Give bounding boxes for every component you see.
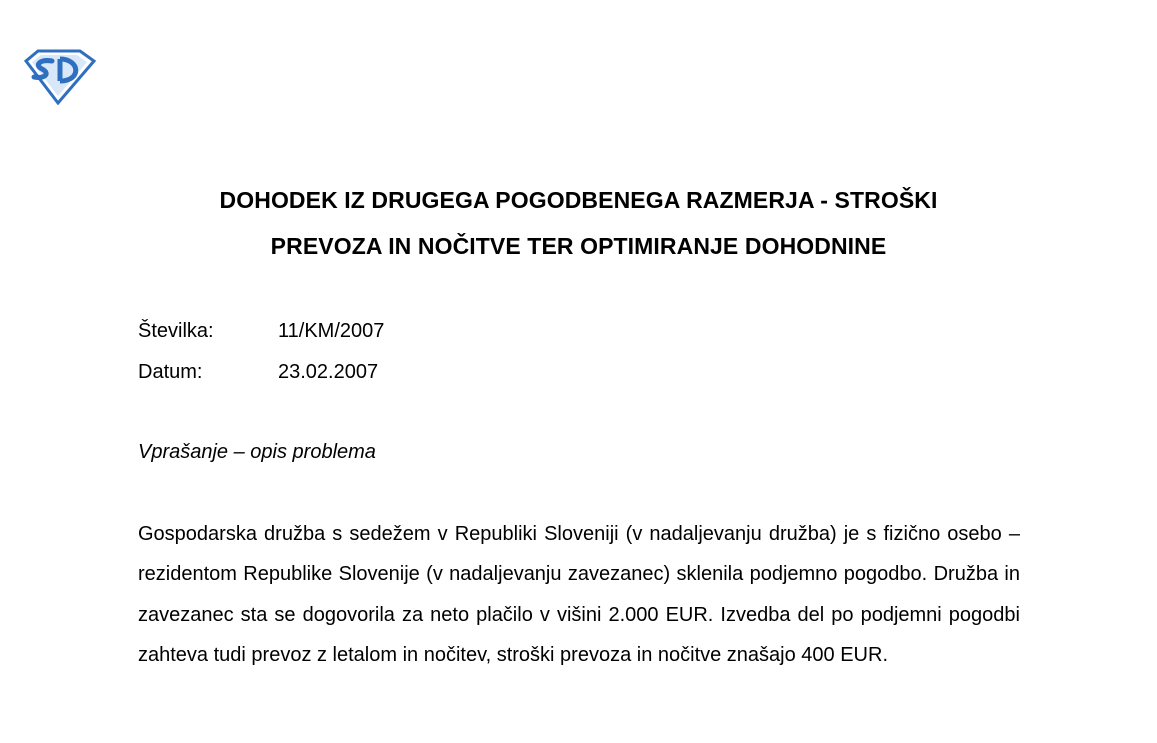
company-logo bbox=[22, 47, 96, 105]
document-title-line-1: DOHODEK IZ DRUGEGA POGODBENEGA RAZMERJA - STROŠKI bbox=[219, 187, 938, 213]
body-paragraph: Gospodarska družba s sedežem v Republiki Sloveniji (v nadaljevanju družba) je s fizično osebo – rezidentom Republike Slovenije (v nadaljevanju zavezanec) sklenila podjemno pogodbo. Družba in zavezanec sta se dogovorila za neto plačilo v višini 2.000 EUR. Izvedba del po podjemni pogodbi zahteva tudi prevoz z letalom in nočitev, stroški prevoza in nočitve znašajo 400 EUR. bbox=[138, 523, 1020, 666]
document-date-label: Datum: bbox=[138, 361, 203, 383]
sd-logo-icon bbox=[22, 47, 96, 105]
document-number-label: Številka: bbox=[138, 320, 214, 342]
section-heading: Vprašanje – opis problema bbox=[138, 441, 376, 463]
document-number-row bbox=[138, 320, 384, 343]
document-date-value: 23.02.2007 bbox=[278, 361, 379, 383]
document-number-value: 11/KM/2007 bbox=[278, 320, 385, 342]
document-title-line-2: PREVOZA IN NOČITVE TER OPTIMIRANJE DOHODNINE bbox=[270, 233, 887, 259]
document-date-row bbox=[138, 361, 378, 384]
